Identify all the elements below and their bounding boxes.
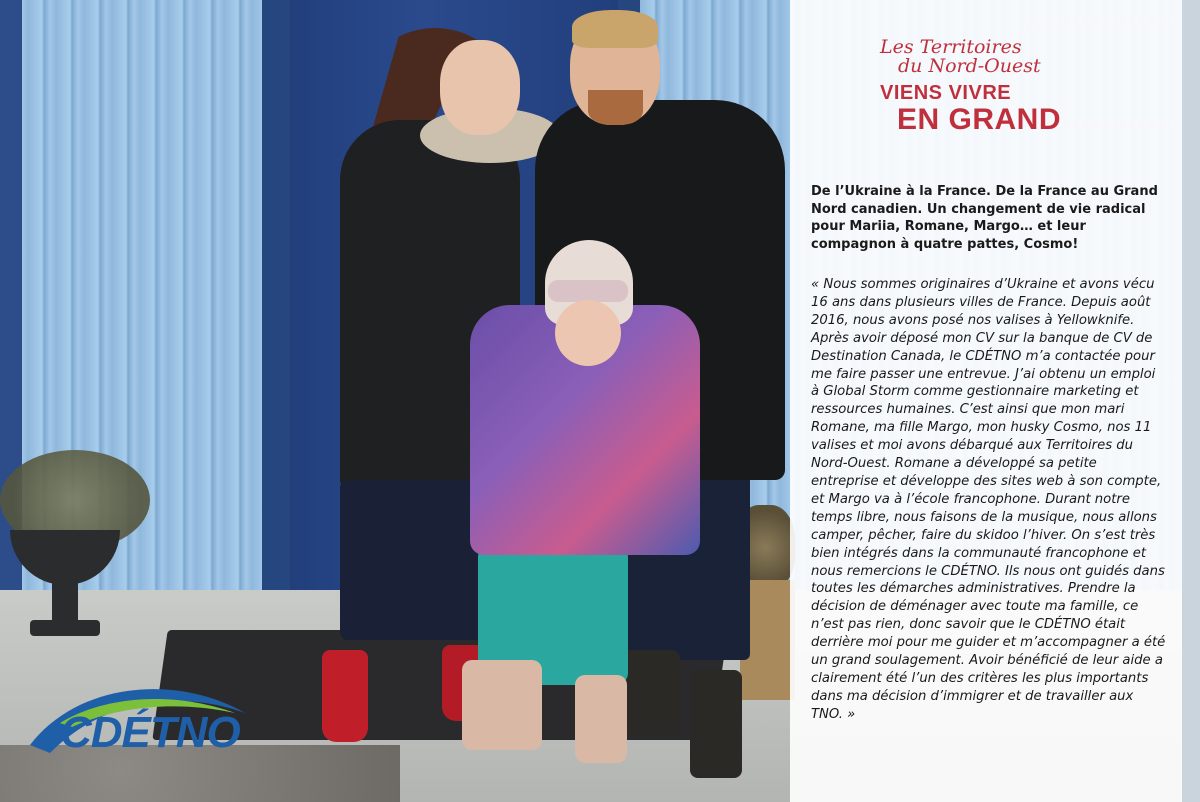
tagline-line1: VIENS VIVRE: [880, 82, 1012, 104]
planter-urn: [10, 530, 120, 640]
red-boot: [322, 650, 368, 742]
door-frame: [262, 0, 292, 600]
brand-script-line1: Les Territoires: [880, 36, 1022, 58]
cdetno-wordmark: CDÉTNO: [60, 708, 240, 757]
quote-paragraph: « Nous sommes originaires d’Ukraine et avons vécu 16 ans dans plusieurs villes de France. Depuis août 2016, nous avons posé nos valises à Yellowknife.: [811, 277, 1155, 328]
brand-script-line2: du Nord-Ouest: [898, 55, 1041, 77]
quote-paragraph: Après avoir déposé mon CV sur la banque de CV de Destination Canada, le CDÉTNO m’a contactée pour me faire passer une entrevue. J’ai obtenu un emploi à Global Storm comme gestionnaire marketing et ressources humaines. C’est ainsi que mon mari Romane, ma fille Margo, mon husky Cosmo, nos 11 valises et moi avons débarqué aux Territoires du Nord-Ouest. Romane a développé sa petite entreprise et développe des sites web à son compte, et Margo va à l’école francophone. Durant notre temps libre, nous faisons de la musique, nous allons camper, pêcher, faire du skidoo l’hiver. On s’est très bien intégrés dans la communauté francophone et nous remercions le CDÉTNO. Ils nous ont guidés dans toutes les démarches administratives. Prendre la décision de déménager avec toute ma famille, ce n’est pas rien, donc savoir que le CDÉTNO était derrière moi pour me guider et m’accompagner a été un grand soulagement. Avoir bénéficié de leur aide a clairement été l’un des critères les plus importants dans ma décision d’immigrer et de travailler aux TNO. »: [811, 330, 1166, 722]
tagline-line2: EN GRAND: [897, 103, 1062, 136]
brand-script: [880, 38, 1100, 76]
territories-brand-logo: [880, 38, 1100, 135]
cdetno-logo: [20, 675, 260, 775]
article-lead: De l’Ukraine à la France. De la France au Grand Nord canadien. Un changement de vie radical pour Mariia, Romane, Margo… et leur compagnon à quatre pattes, Cosmo!: [811, 184, 1158, 252]
testimonial-quote: [811, 276, 1167, 724]
